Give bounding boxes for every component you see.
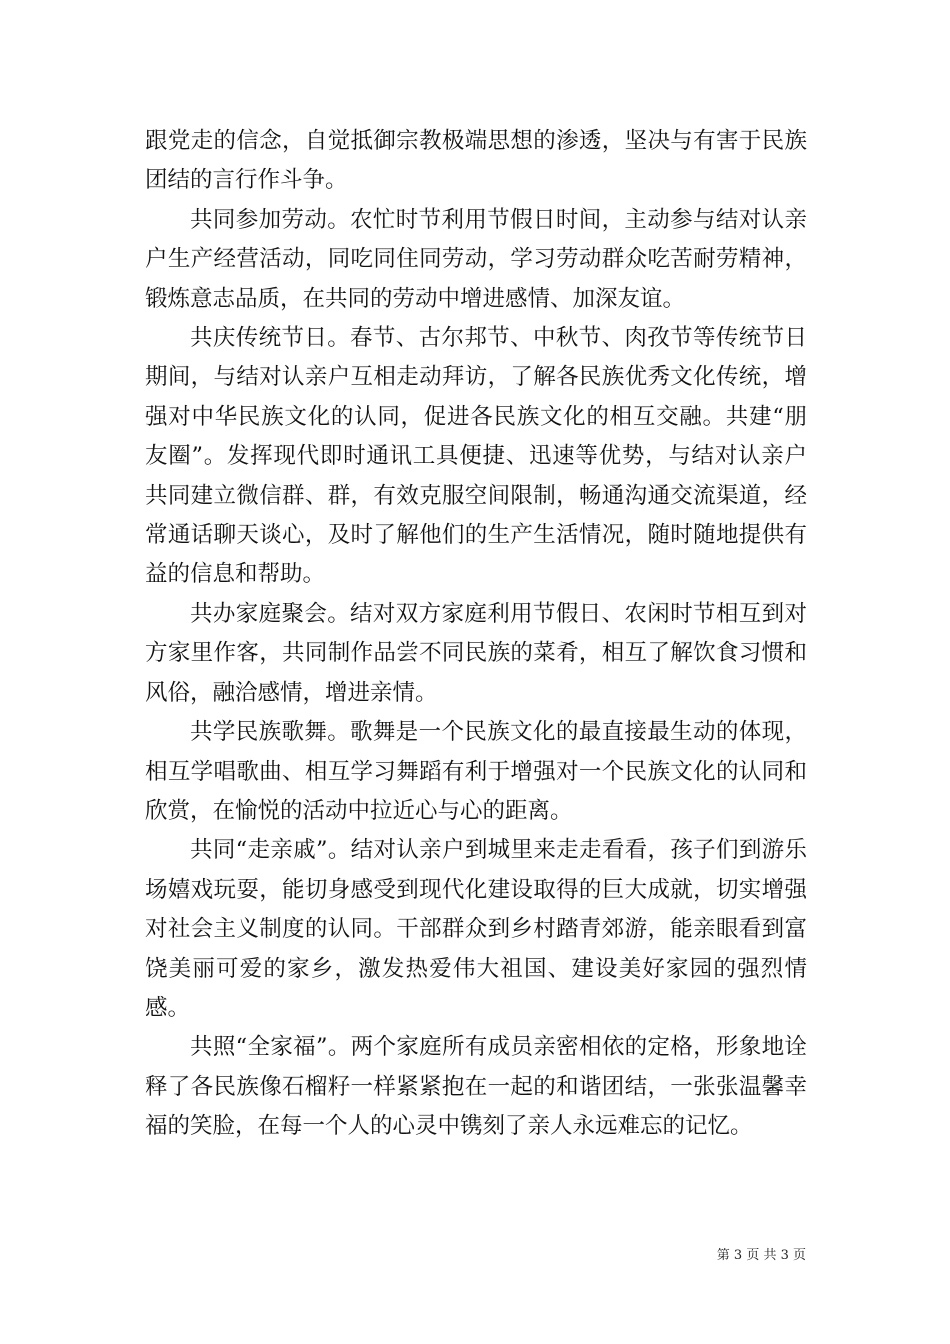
paragraph-festivals: 共庆传统节日。春节、古尔邦节、中秋节、肉孜节等传统节日期间，与结对认亲户互相走动拜访，了解各民族优秀文化传统，增强对中华民族文化的认同，促进各民族文化的相互交融。共建“朋友圈”。发挥现代即时通讯工具便捷、迅速等优势，与结对认亲户共同建立微信群、群，有效克服空间限制，畅通沟通交流渠道，经常通话聊天谈心，及时了解他们的生产生活情况，随时随地提供有益的信息和帮助。 bbox=[145, 325, 807, 588]
document-body bbox=[145, 122, 807, 1147]
paragraph-song-dance: 共学民族歌舞。歌舞是一个民族文化的最直接最生动的体现，相互学唱歌曲、相互学习舞蹈有利于增强对一个民族文化的认同和欣赏，在愉悦的活动中拉近心与心的距离。 bbox=[145, 719, 807, 824]
paragraph-family-photo: 共照“全家福”。两个家庭所有成员亲密相依的定格，形象地诠释了各民族像石榴籽一样紧紧抱在一起的和谐团结，一张张温馨幸福的笑脸，在每一个人的心灵中镌刻了亲人永远难忘的记忆。 bbox=[145, 1034, 807, 1140]
paragraph-continued: 跟党走的信念，自觉抵御宗教极端思想的渗透，坚决与有害于民族团结的言行作斗争。 bbox=[145, 128, 807, 194]
paragraph-labor: 共同参加劳动。农忙时节利用节假日时间，主动参与结对认亲户生产经营活动，同吃同住同劳动，学习劳动群众吃苦耐劳精神，锻炼意志品质，在共同的劳动中增进感情、加深友谊。 bbox=[145, 206, 807, 312]
page-number-footer: 第 3 页 共 3 页 bbox=[716, 1248, 806, 1263]
paragraph-visit-relatives: 共同“走亲戚”。结对认亲户到城里来走走看看，孩子们到游乐场嬉戏玩耍，能切身感受到现代化建设取得的巨大成就，切实增强对社会主义制度的认同。干部群众到乡村踏青郊游，能亲眼看到富饶美丽可爱的家乡，激发热爱伟大祖国、建设美好家园的强烈情感。 bbox=[145, 837, 807, 1021]
paragraph-family-gathering: 共办家庭聚会。结对双方家庭利用节假日、农闲时节相互到对方家里作客，共同制作品尝不同民族的菜肴，相互了解饮食习惯和风俗，融洽感情，增进亲情。 bbox=[145, 600, 807, 706]
